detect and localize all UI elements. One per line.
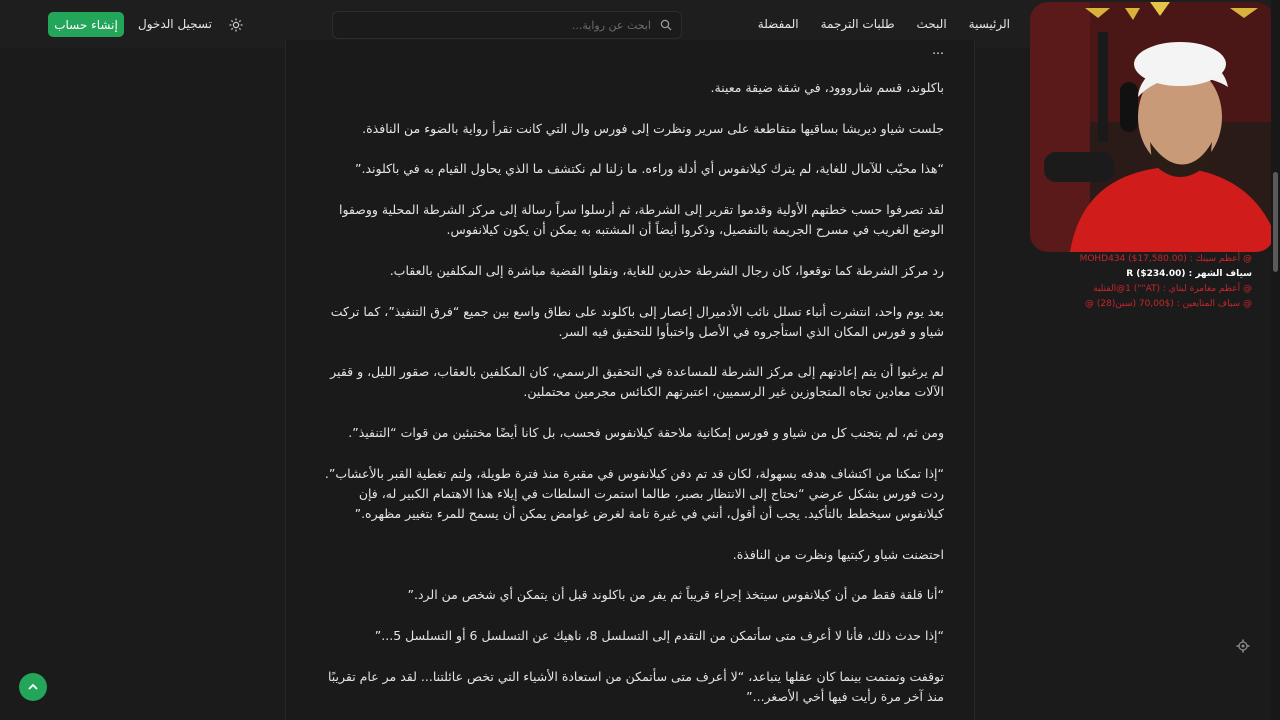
gear-icon[interactable] — [1236, 639, 1250, 653]
stream-alerts — [1066, 252, 1252, 312]
ellipsis-line: ... — [932, 42, 944, 57]
chapter-content — [285, 40, 975, 720]
search-icon — [660, 19, 672, 31]
alert-line: @ سياف المتابعين : ($70,00 (سبن(28) @ — [1085, 299, 1252, 309]
login-button[interactable]: تسجيل الدخول — [138, 17, 212, 31]
theme-toggle-sun-icon[interactable] — [229, 18, 243, 32]
alert-line: @ أعظم سينك : (MOHD434 ($17,580.00 — [1079, 254, 1252, 264]
chapter-paragraph: بعد يوم واحد، انتشرت أنباء تسلل نائب الأدميرال إعصار إلى باكلوند على نطاق واسع بين جميع “فرق التنفيذ”، كما تركت شياو و فورس المكان الذي استأجروه في الأصل واختبأوا للتحقيق فيه السر. — [330, 304, 944, 339]
page-scrollbar[interactable] — [1271, 0, 1280, 720]
nav-home[interactable]: الرئيسية — [968, 17, 1010, 31]
chapter-paragraph: لقد تصرفوا حسب خطتهم الأولية وقدموا تقرير إلى الشرطة، ثم أرسلوا سراً رسالة إلى مركز الشرطة المحلية ووصفوا الوضع الغريب في مسرح الجريمة بالتفصيل، وذكروا أيضاً أن المشتبه به يمكن أن يكون كيلانفوس. — [338, 202, 944, 237]
chapter-paragraph: “إذا تمكنا من اكتشاف هدفه بسهولة، لكان قد تم دفن كيلانفوس في مقبرة منذ فترة طويلة، ولتم تغطية القبر بالأعشاب”. ردت فورس بشكل عرضي “نحتاج إلى الانتظار بصبر، طالما استمرت السلطات في إيلاء هذا الاهتمام الكبير له، فإن كيلانفوس سيخطط بالتأكيد. يجب أن أقول، أنني في غيرة تامة لغرض غوامض يمكن أن يسمح للمرء بتغيير مظهره.” — [324, 466, 944, 521]
webcam-image — [1030, 2, 1274, 252]
chapter-paragraph: رد مركز الشرطة كما توقعوا، كان رجال الشرطة حذرين للغاية، ونقلوا القضية مباشرة إلى المكلفين بالعقاب. — [389, 263, 944, 278]
search-box[interactable] — [332, 11, 682, 39]
chapter-paragraph: “أنا قلقة فقط من أن كيلانفوس سيتخذ إجراء قريباً ثم يفر من باكلوند قبل أن يتمكن أي شخص من الرد.” — [407, 587, 944, 602]
search-input[interactable] — [353, 12, 653, 38]
chapter-paragraph: “هذا محبّب للآمال للغاية، لم يترك كيلانفوس أي أدلة وراءه. ما زلنا لم نكتشف ما الذي يحاول القيام به في باكلوند.” — [355, 161, 944, 176]
nav-favorites[interactable]: المفضلة — [757, 17, 799, 31]
alert-line: سياف الشهر : (R ($234.00 — [1126, 269, 1252, 279]
scrollbar-thumb[interactable] — [1273, 172, 1278, 272]
scroll-to-top-button[interactable] — [19, 673, 47, 701]
chevron-up-icon — [27, 681, 39, 693]
chapter-paragraph: احتضنت شياو ركبتيها ونظرت من النافذة. — [732, 547, 944, 562]
chapter-paragraph: ومن ثم، لم يتجنب كل من شياو و فورس إمكانية ملاحقة كيلانفوس فحسب، بل كانا أيضًا مختبئين من قوات “التنفيذ”. — [348, 425, 944, 440]
chapter-paragraph: جلست شياو ديريشا بساقيها متقاطعة على سرير ونظرت إلى فورس وال التي كانت تقرأ رواية بالضوء من النافذة. — [362, 121, 944, 136]
chapter-paragraph: لم يرغبوا أن يتم إعادتهم إلى مركز الشرطة للمساعدة في التحقيق الرسمي، كان المكلفين بالعقاب، صقور الليل، و ققير الآلات معادين تجاه المتجاوزين غير الرسميين، اعتبرتهم الكنائس مجرمين محتملين. — [330, 364, 944, 399]
chapter-paragraph: باكلوند، قسم شارووود، في شقة ضيقة معينة. — [710, 80, 944, 95]
nav-translation-requests[interactable]: طلبات الترجمة — [820, 17, 895, 31]
streamer-webcam-overlay — [1030, 2, 1274, 252]
alert-line: @ أعظم مغامرة لبتاي : (AT"") 1@الفتلبة — [1093, 284, 1252, 294]
signup-button[interactable]: إنشاء حساب — [48, 12, 124, 37]
chapter-paragraph: توقفت وتمتمت بينما كان عقلها يتباعد، “لا أعرف متى سأتمكن من استعادة الأشياء التي تخص عائلتنا... لقد مر عام تقريبًا منذ آخر مرة رأيت فيها أخي الأصغر...” — [327, 669, 944, 704]
nav-search[interactable]: البحث — [916, 17, 947, 31]
chapter-paragraph: “إذا حدث ذلك، فأنا لا أعرف متى سأتمكن من التقدم إلى التسلسل 8، ناهيك عن التسلسل 6 أو التسلسل 5...” — [374, 628, 944, 643]
